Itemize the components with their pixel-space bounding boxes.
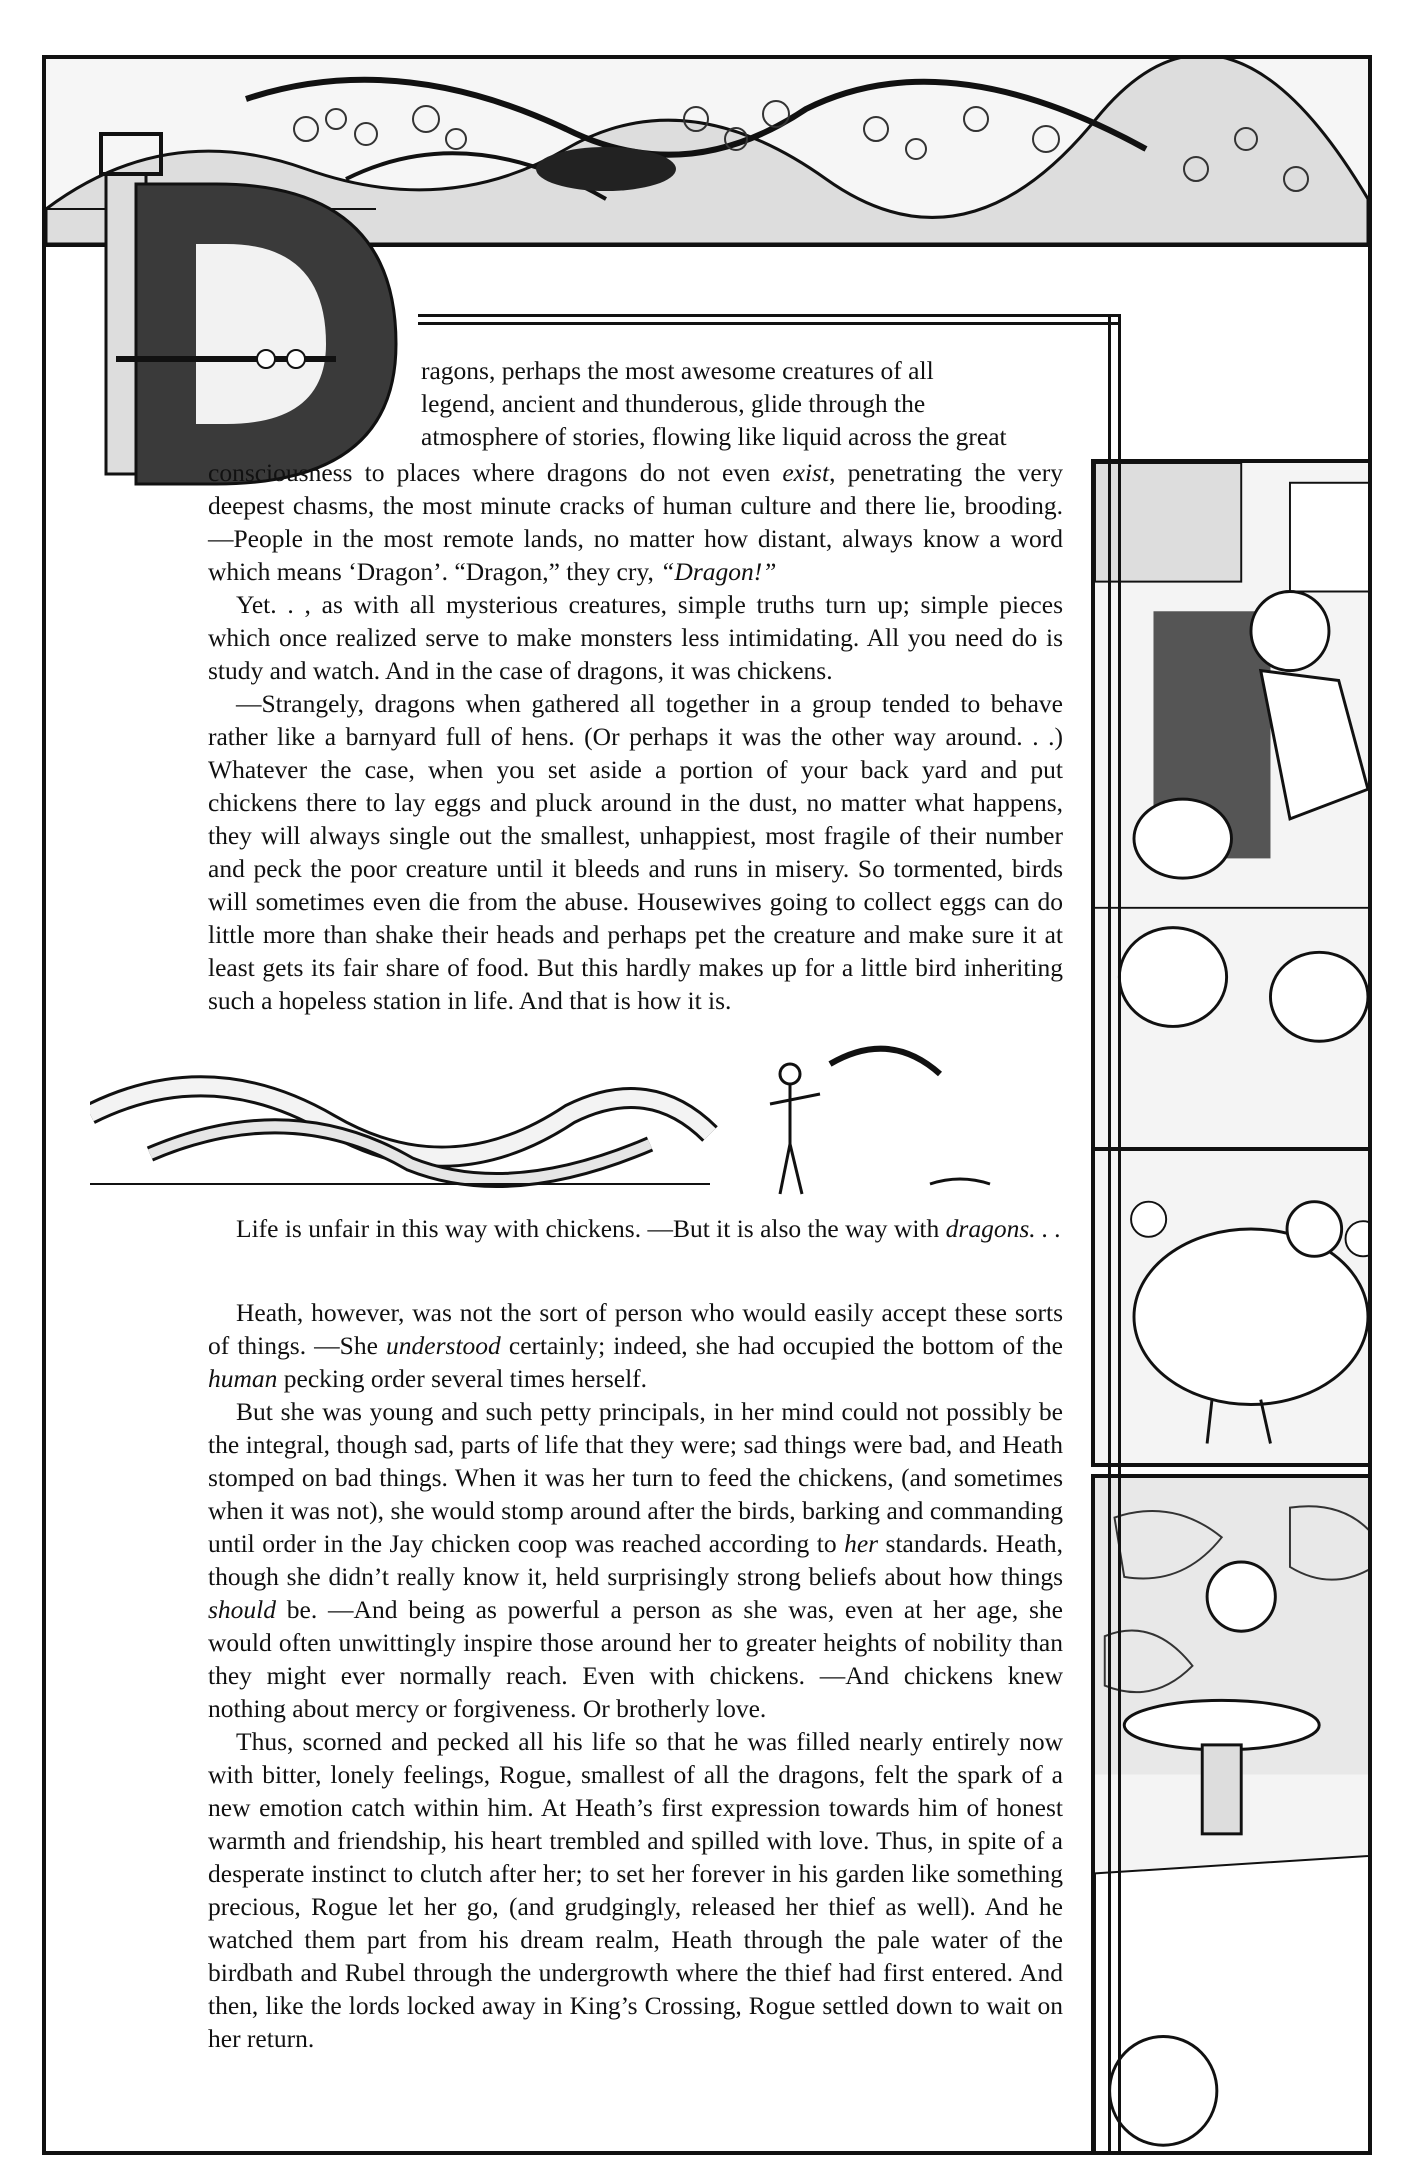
intro-line: atmosphere of stories, flowing like liquid across the great: [421, 422, 1007, 451]
intro-text: [421, 354, 1061, 453]
paragraph-1: consciousness to places where dragons do not even exist, penetrating the very deepest chasms, the most minute cracks of human culture and there lie, brooding. —People in the most remote lands, no matter how distant, always know a word which means ‘Dragon’. “Dragon,” they cry, “Dragon!”: [208, 458, 1063, 586]
comic-panel-heath-feeding-chickens: [1091, 459, 1372, 1154]
paragraph-7: Thus, scorned and pecked all his life so that he was filled nearly entirely now with bitter, lonely feelings, Rogue, smallest of all the dragons, felt the spark of a new emotion catch within him. At Heath’s first expression towards him of honest warmth and friendship, his heart trembled and spilled with love. Thus, in spite of a desperate instinct to clutch after her; to set her forever in his garden like something precious, Rogue let her go, (and grudgingly, released her thief as well). And he watched them part from his dream realm, Heath through the pale water of the birdbath and Rubel through the undergrowth where the thief had first entered. And then, like the lords locked away in King’s Crossing, Rogue settled down to wait on her return.: [208, 1727, 1063, 2053]
intro-line: legend, ancient and thunderous, glide through the: [421, 389, 926, 418]
paragraph-3: —Strangely, dragons when gathered all together in a group tended to behave rather like a barnyard full of hens. (Or perhaps it was the other way around. . .) Whatever the case, when you set aside a portion of your back yard and put chickens there to lay eggs and pluck around in the dust, no matter what happens, they will always single out the smallest, unhappiest, most fragile of their number and peck the poor creature until it bleeds and runs in misery. So tormented, birds will sometimes even die from the abuse. Housewives going to collect eggs can do little more than shake their heads and perhaps pet the creature and make sure it at least gets its fair share of food. But this hardly makes up for a little bird inheriting such a hopeless station in life. And that is how it is.: [208, 689, 1063, 1015]
page-frame: [42, 55, 1372, 2155]
paragraph-2: Yet. . , as with all mysterious creatures, simple truths turn up; simple pieces which once realized serve to make monsters less intimidating. All you need do is study and watch. And in the case of dragons, it was chickens.: [208, 590, 1063, 685]
comic-panel-birdbath: [1091, 1474, 1372, 2155]
comic-panel-hen: [1091, 1147, 1372, 1467]
body-text-lower: [208, 1296, 1063, 2055]
paragraph-6: But she was young and such petty principals, in her mind could not possibly be the integral, though sad, parts of life that they were; sad things were bad, and Heath stomped on bad things. When it was her turn to feed the chickens, (and sometimes when it was not), she would stomp around after the birds, barking and commanding until order in the Jay chicken coop was reached according to her standards. Heath, though she didn’t really know it, held surprisingly strong beliefs about how things should be. —And being as powerful a person as she was, even at her age, she would often unwittingly inspire those around her to greater heights of nobility than they might ever normally reach. Even with chickens. —And chickens knew nothing about mercy or forgiveness. Or brotherly love.: [208, 1397, 1063, 1723]
intro-line: ragons, perhaps the most awesome creatures of all: [421, 356, 934, 385]
paragraph-4: Life is unfair in this way with chickens. —But it is also the way with dragons. . .: [236, 1214, 1062, 1243]
body-text-middle: [208, 1212, 1063, 1245]
paragraph-5: Heath, however, was not the sort of person who would easily accept these sorts of things. —She understood certainly; indeed, she had occupied the bottom of the human pecking order several times herself.: [208, 1298, 1063, 1393]
dropcap-letter: [96, 124, 426, 494]
dragon-tail-knight-illustration: [90, 1034, 1050, 1214]
body-text-upper: [208, 456, 1063, 1017]
